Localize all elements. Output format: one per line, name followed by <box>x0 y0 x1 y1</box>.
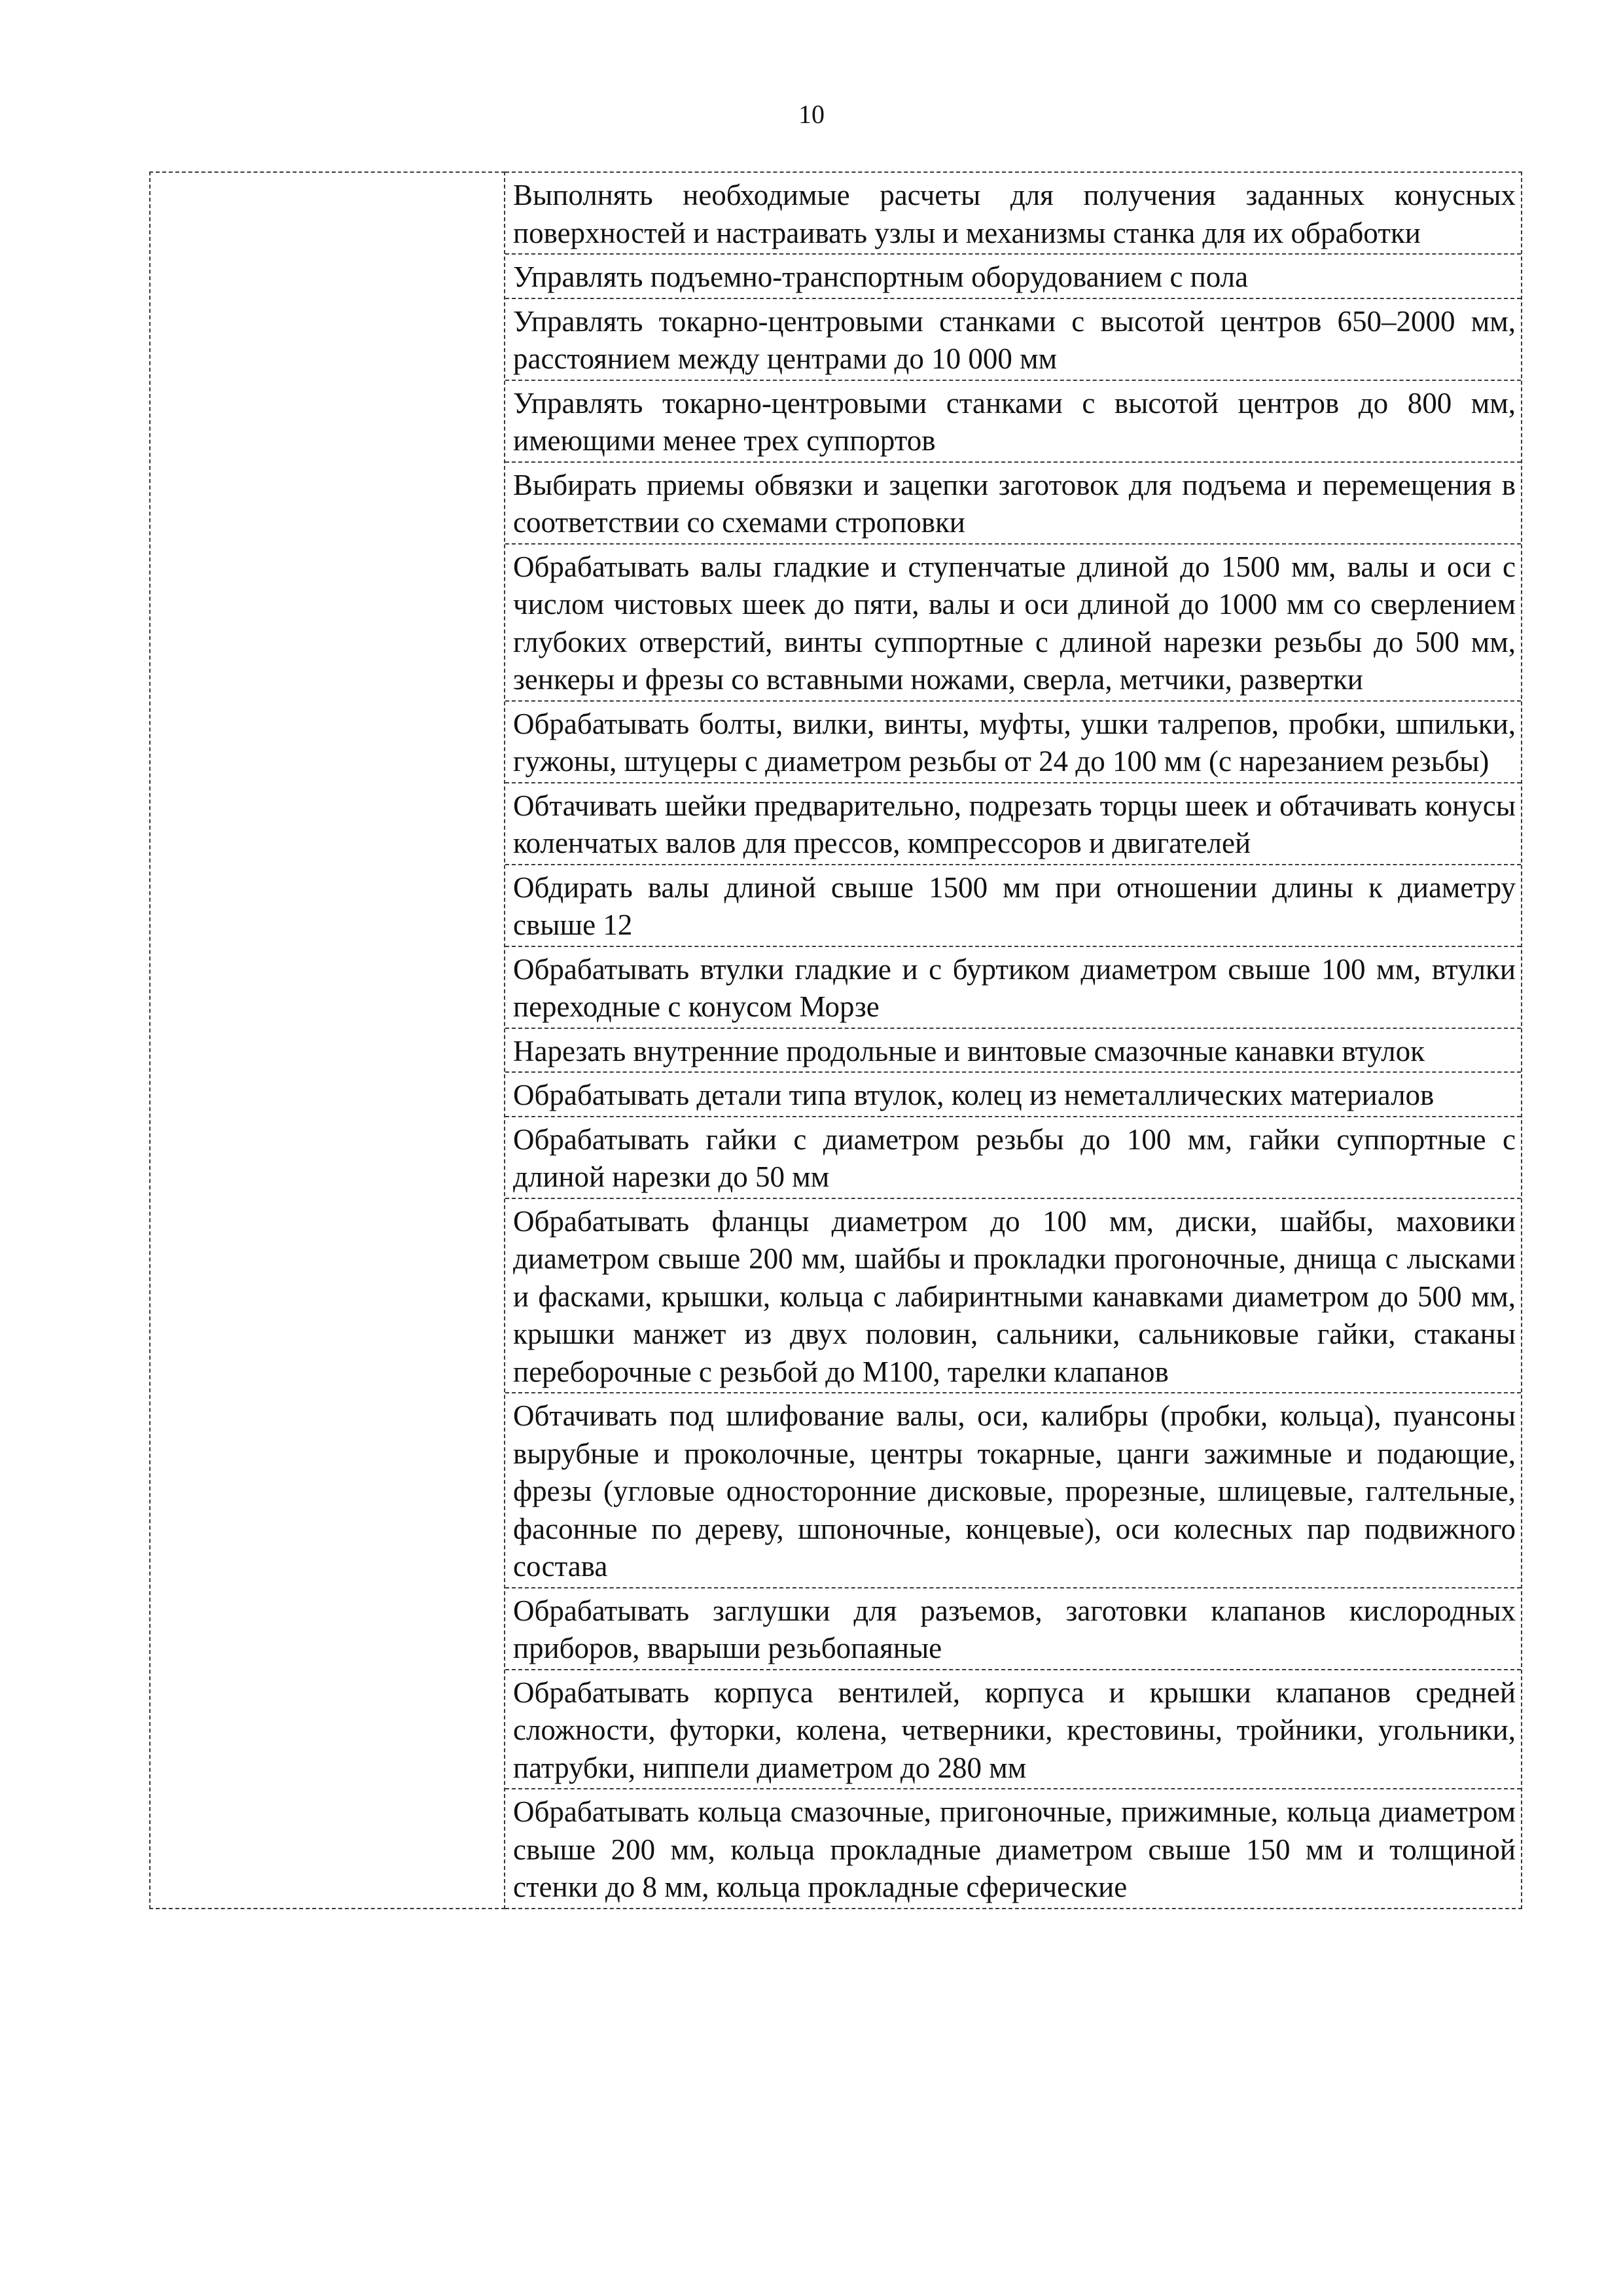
requirement-item: Обрабатывать втулки гладкие и с буртиком диаметром свыше 100 мм, втулки переходные с конусом Морзе <box>505 947 1521 1029</box>
requirement-item: Обрабатывать болты, вилки, винты, муфты, ушки талрепов, пробки, шпильки, гужоны, штуцеры с диаметром резьбы от 24 до 100 мм (с нарезанием резьбы) <box>505 702 1521 783</box>
requirement-item: Обрабатывать корпуса вентилей, корпуса и крышки клапанов средней сложности, футорки, колена, четверники, крестовины, тройники, угольники, патрубки, ниппели диаметром до 280 мм <box>505 1670 1521 1790</box>
requirement-item: Обрабатывать заглушки для разъемов, заготовки клапанов кислородных приборов, вварыши резьбопаяные <box>505 1588 1521 1670</box>
requirement-item: Управлять подъемно-транспортным оборудованием с пола <box>505 255 1521 299</box>
left-column-cell <box>150 172 505 1909</box>
requirement-item: Нарезать внутренние продольные и винтовые смазочные канавки втулок <box>505 1029 1521 1073</box>
requirement-item: Управлять токарно-центровыми станками с высотой центров 650–2000 мм, расстоянием между центрами до 10 000 мм <box>505 299 1521 381</box>
requirement-item: Обтачивать под шлифование валы, оси, калибры (пробки, кольца), пуансоны вырубные и проколочные, центры токарные, цанги зажимные и подающие, фрезы (угловые односторонние дисковые, прорезные, шлицевые, галтельные, фасонные по дереву, шпоночные, концевые), оси колесных пар подвижного состава <box>505 1393 1521 1588</box>
requirement-item: Обдирать валы длиной свыше 1500 мм при отношении длины к диаметру свыше 12 <box>505 865 1521 947</box>
requirement-item: Обрабатывать валы гладкие и ступенчатые длиной до 1500 мм, валы и оси с числом чистовых шеек до пяти, валы и оси длиной до 1000 мм со сверлением глубоких отверстий, винты суппортные с длиной нарезки резьбы до 500 мм, зенкеры и фрезы со вставными ножами, сверла, метчики, развертки <box>505 545 1521 702</box>
table-row <box>150 172 1522 1909</box>
requirement-item: Обрабатывать гайки с диаметром резьбы до 100 мм, гайки суппортные с длиной нарезки до 50 мм <box>505 1117 1521 1199</box>
requirement-item: Выполнять необходимые расчеты для получения заданных конусных поверхностей и настраивать узлы и механизмы станка для их обработки <box>505 173 1521 255</box>
requirement-item: Обрабатывать детали типа втулок, колец из неметаллических материалов <box>505 1073 1521 1117</box>
requirements-table <box>149 171 1522 1909</box>
right-column-cell <box>505 172 1522 1909</box>
requirement-item: Управлять токарно-центровыми станками с высотой центров до 800 мм, имеющими менее трех суппортов <box>505 381 1521 463</box>
requirement-item: Выбирать приемы обвязки и зацепки заготовок для подъема и перемещения в соответствии со схемами строповки <box>505 463 1521 545</box>
requirement-item: Обрабатывать фланцы диаметром до 100 мм, диски, шайбы, маховики диаметром свыше 200 мм, шайбы и прокладки прогоночные, днища с лысками и фасками, крышки, кольца с лабиринтными канавками диаметром до 500 мм, крышки манжет из двух половин, сальники, сальниковые гайки, стаканы переборочные с резьбой до М100, тарелки клапанов <box>505 1199 1521 1394</box>
requirement-item: Обтачивать шейки предварительно, подрезать торцы шеек и обтачивать конусы коленчатых валов для прессов, компрессоров и двигателей <box>505 783 1521 865</box>
page-number: 10 <box>798 99 825 129</box>
requirement-item: Обрабатывать кольца смазочные, пригоночные, прижимные, кольца диаметром свыше 200 мм, кольца прокладные диаметром свыше 150 мм и толщиной стенки до 8 мм, кольца прокладные сферические <box>513 1795 1516 1903</box>
